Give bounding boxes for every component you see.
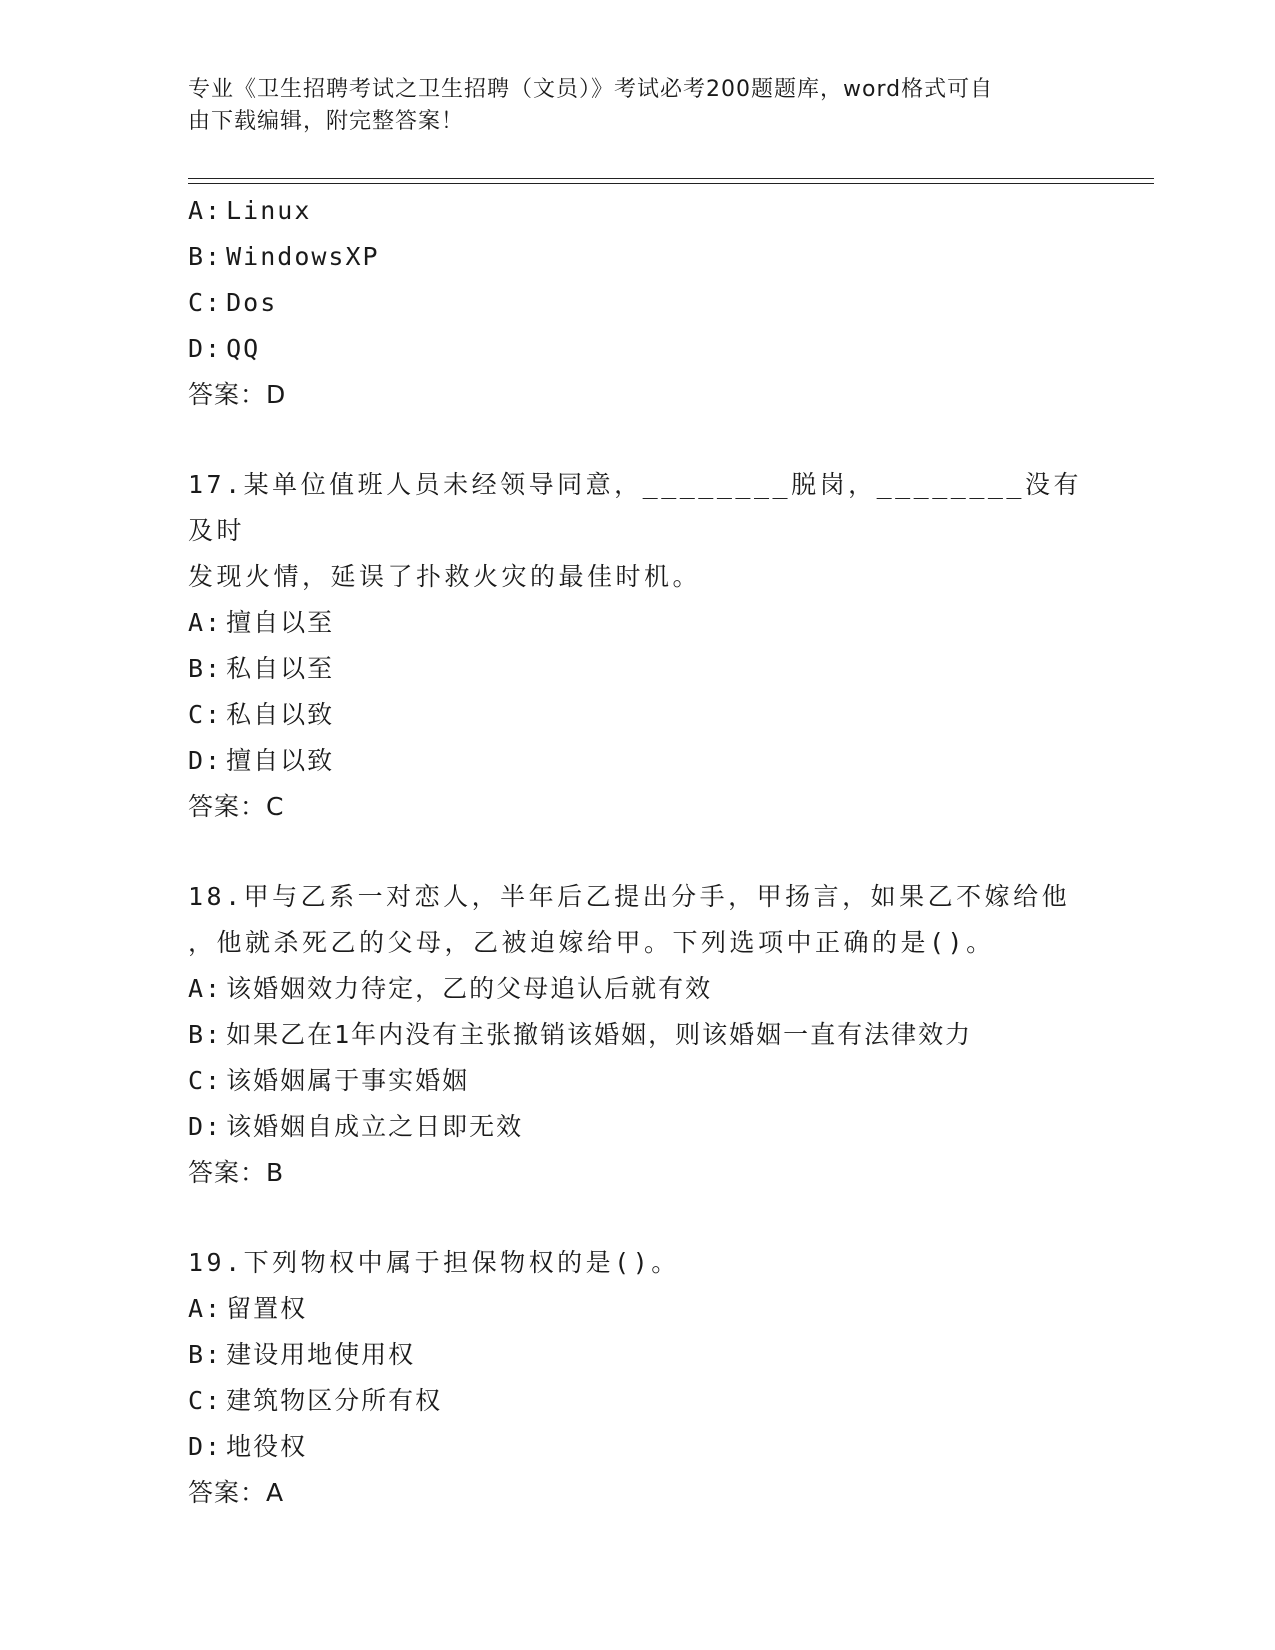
option-d: D: QQ: [188, 334, 261, 363]
header-line-2: 由下载编辑，附完整答案！: [188, 109, 465, 134]
answer-line: 答案：B: [188, 1158, 285, 1187]
header-line-1: 专业《卫生招聘考试之卫生招聘（文员）》考试必考200题题库，word格式可自: [188, 77, 994, 102]
option-c: C: 私自以致: [188, 700, 335, 729]
option-a: A: 擅自以至: [188, 608, 335, 637]
option-a: A: Linux: [188, 196, 312, 225]
answer-line: 答案：D: [188, 380, 287, 409]
question-block-18: [188, 874, 1148, 1196]
question-list: [188, 188, 1148, 1516]
option-d: D: 地役权: [188, 1432, 308, 1461]
option-d: D: 擅自以致: [188, 746, 335, 775]
option-c: C: 建筑物区分所有权: [188, 1386, 443, 1415]
option-b: B: 如果乙在1年内没有主张撤销该婚姻，则该婚姻一直有法律效力: [188, 1020, 973, 1049]
question-block-19: [188, 1240, 1148, 1516]
option-b: B: 私自以至: [188, 654, 335, 683]
question-text-line-1: 17.某单位值班人员未经领导同意，________脱岗，________没有及时: [188, 470, 1082, 545]
header-rule-top: [188, 178, 1154, 179]
answer-line: 答案：C: [188, 792, 285, 821]
document-header: [188, 74, 1068, 138]
question-text-line-2: 发现火情，延误了扑救火灾的最佳时机。: [188, 562, 702, 591]
question-text-line-1: 18.甲与乙系一对恋人，半年后乙提出分手，甲扬言，如果乙不嫁给他: [188, 882, 1071, 911]
option-d: D: 该婚姻自成立之日即无效: [188, 1112, 524, 1141]
option-b: B: 建设用地使用权: [188, 1340, 416, 1369]
option-c: C: Dos: [188, 288, 278, 317]
question-text-line-1: 19.下列物权中属于担保物权的是()。: [188, 1248, 680, 1277]
header-rule-bottom: [188, 183, 1154, 184]
question-text-line-2: ，他就杀死乙的父母，乙被迫嫁给甲。下列选项中正确的是()。: [188, 928, 995, 957]
option-a: A: 留置权: [188, 1294, 308, 1323]
option-a: A: 该婚姻效力待定，乙的父母追认后就有效: [188, 974, 713, 1003]
question-block-prev: [188, 188, 1148, 418]
option-b: B: WindowsXP: [188, 242, 380, 271]
question-block-17: [188, 462, 1148, 830]
answer-line: 答案：A: [188, 1478, 285, 1507]
option-c: C: 该婚姻属于事实婚姻: [188, 1066, 470, 1095]
